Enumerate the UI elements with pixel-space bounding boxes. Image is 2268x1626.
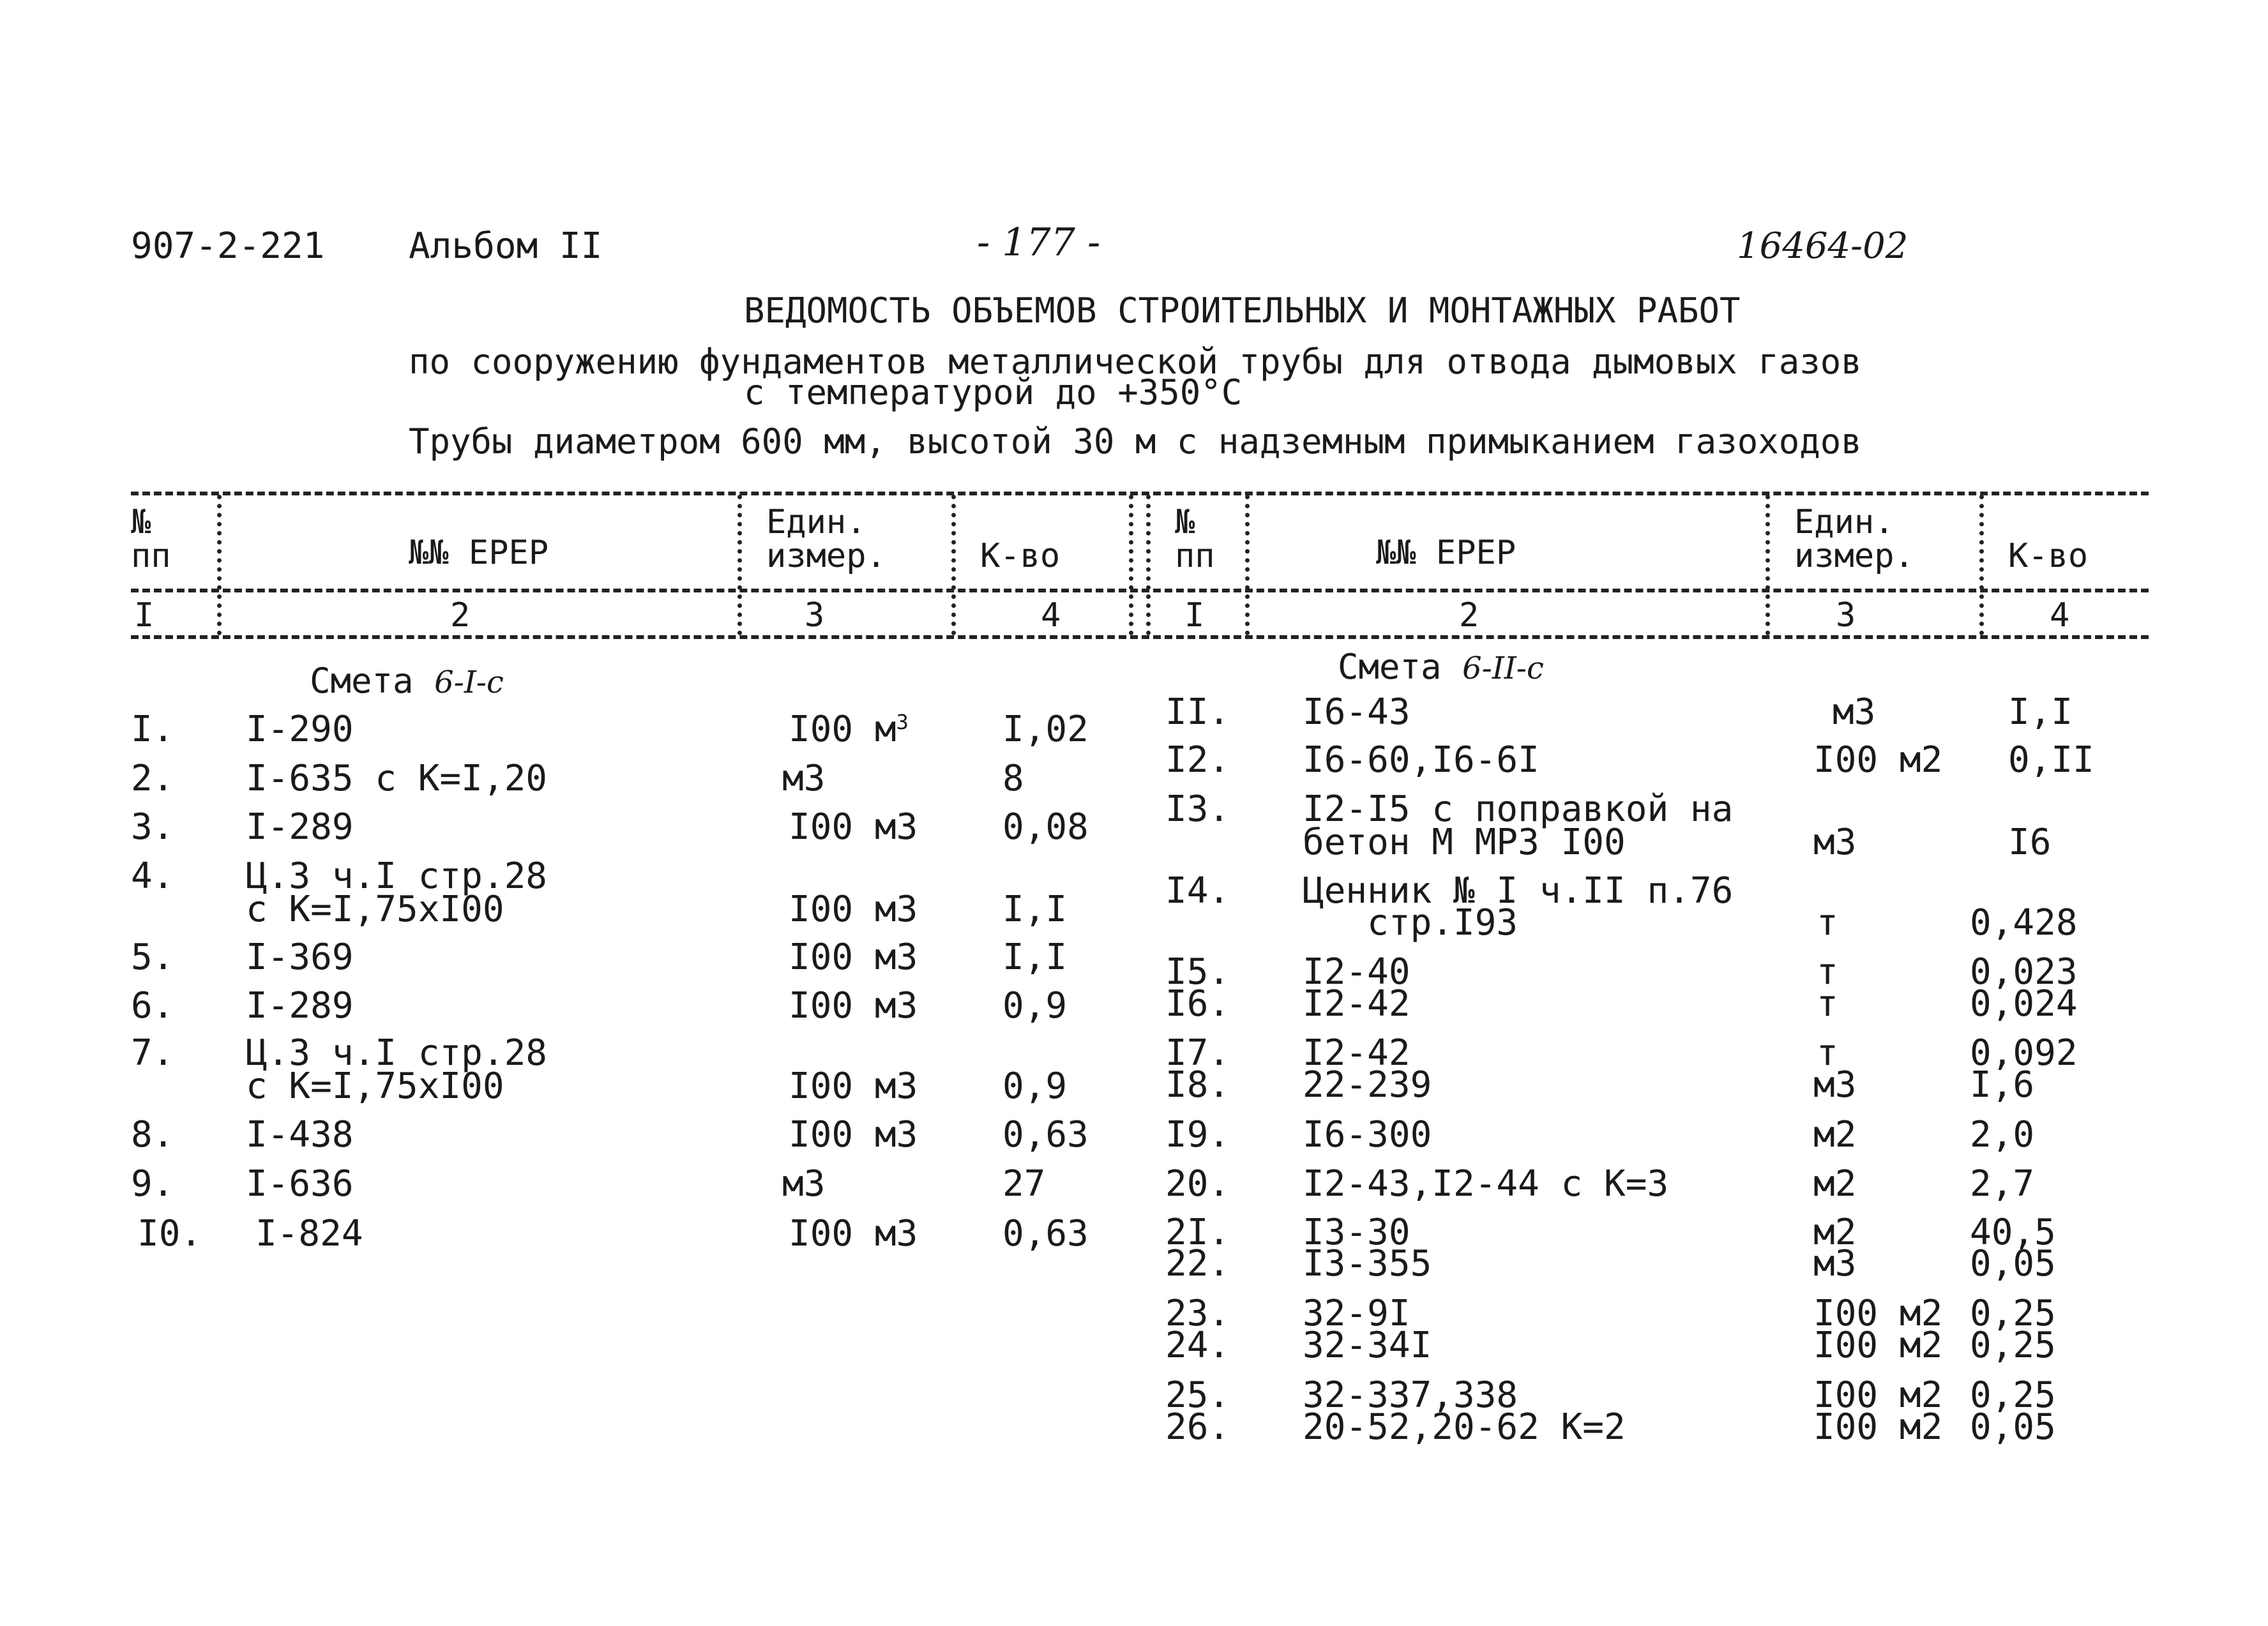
col-header-num-2: пп bbox=[131, 537, 171, 575]
rate-code: I2-40 bbox=[1303, 951, 1410, 993]
col-number: 4 bbox=[2050, 596, 2070, 635]
quantity: I6 bbox=[2008, 822, 2052, 863]
quantity: I,I bbox=[1002, 937, 1068, 978]
row-number: I4. bbox=[1165, 870, 1230, 912]
rate-code: I-635 с К=I,20 bbox=[246, 758, 548, 799]
col-header-num-2: пп bbox=[1175, 537, 1215, 575]
rate-code: I6-60,I6-6I bbox=[1303, 739, 1539, 781]
document-subtitle-line2: с температурой до +350°С bbox=[744, 372, 1243, 412]
quantity: 27 bbox=[1002, 1163, 1046, 1205]
album-label: Альбом II bbox=[409, 225, 603, 267]
document-title: ВЕДОМОСТЬ ОБЪЕМОВ СТРОИТЕЛЬНЫХ И МОНТАЖНЫХ РАБОТ bbox=[744, 290, 1741, 331]
rate-code: I3-355 bbox=[1303, 1243, 1432, 1284]
row-number: 4. bbox=[131, 855, 174, 897]
row-number: I0. bbox=[137, 1213, 202, 1254]
row-number: 3. bbox=[131, 806, 174, 848]
col-number: I bbox=[134, 596, 155, 635]
row-number: 2. bbox=[131, 758, 174, 799]
rate-code-continuation: бетон М МРЗ I00 bbox=[1303, 822, 1626, 863]
row-number: I5. bbox=[1165, 951, 1230, 993]
rate-code: Ценник № I ч.II п.76 bbox=[1303, 870, 1734, 912]
unit: I00 м3 bbox=[789, 985, 918, 1027]
row-number: I2. bbox=[1165, 739, 1230, 781]
row-number: 25. bbox=[1165, 1374, 1230, 1416]
row-number: 6. bbox=[131, 985, 174, 1027]
col-number: 2 bbox=[1459, 596, 1479, 635]
unit: I00 м3 bbox=[789, 1213, 918, 1254]
quantity: 0,25 bbox=[1970, 1374, 2056, 1416]
unit: м2 bbox=[1813, 1212, 1857, 1253]
unit: I00 м2 bbox=[1813, 1406, 1943, 1448]
smeta-label: Смета 6-II-с bbox=[1338, 647, 1544, 687]
quantity: I,02 bbox=[1002, 709, 1089, 750]
quantity: I,I bbox=[2008, 691, 2073, 733]
quantity: 0,9 bbox=[1002, 985, 1068, 1027]
unit: м2 bbox=[1813, 1163, 1857, 1205]
col-sep bbox=[1245, 495, 1250, 635]
doc-code: 907-2-221 bbox=[131, 225, 325, 267]
smeta-label: Смета 6-I-с bbox=[310, 661, 504, 701]
quantity: 0,092 bbox=[1970, 1032, 2078, 1074]
unit: м3 bbox=[1813, 822, 1857, 863]
row-number: I8. bbox=[1165, 1064, 1230, 1106]
col-header-unit-2: измер. bbox=[1794, 537, 1914, 575]
rate-code: I2-43,I2-44 с К=3 bbox=[1303, 1163, 1669, 1205]
unit: м3 bbox=[1813, 1064, 1857, 1106]
row-number: 23. bbox=[1165, 1293, 1230, 1334]
rate-code: I3-30 bbox=[1303, 1212, 1410, 1253]
row-number: II. bbox=[1165, 691, 1230, 733]
unit: т bbox=[1817, 902, 1838, 944]
col-number: 3 bbox=[1836, 596, 1856, 635]
quantity: 2,7 bbox=[1970, 1163, 2035, 1205]
col-sep bbox=[1129, 495, 1133, 635]
rate-code: I-289 bbox=[246, 985, 354, 1027]
col-sep bbox=[1146, 495, 1151, 635]
rate-code: 32-337,338 bbox=[1303, 1374, 1518, 1416]
quantity: 40,5 bbox=[1970, 1212, 2056, 1253]
quantity: 0,05 bbox=[1970, 1406, 2056, 1448]
header-bottom-rule bbox=[131, 635, 2149, 639]
row-number: I3. bbox=[1165, 788, 1230, 830]
row-number: 5. bbox=[131, 937, 174, 978]
col-header-qty: К-во bbox=[980, 537, 1061, 575]
document-subtitle-line3: Трубы диаметром 600 мм, высотой 30 м с надземным примыканием газоходов bbox=[409, 421, 1862, 462]
quantity: 0,024 bbox=[1970, 983, 2078, 1025]
rate-code: Ц.3 ч.I стр.28 bbox=[246, 1032, 548, 1074]
unit: м3 bbox=[1833, 691, 1876, 733]
col-number: I bbox=[1184, 596, 1205, 635]
col-number: 4 bbox=[1041, 596, 1061, 635]
rate-code: I-290 bbox=[246, 709, 354, 750]
unit: I00 м3 bbox=[789, 1114, 918, 1156]
rate-code-continuation: с К=I,75хI00 bbox=[246, 1065, 504, 1107]
quantity: 0,9 bbox=[1002, 1065, 1068, 1107]
col-sep bbox=[1765, 495, 1770, 635]
col-header-code: №№ ЕРЕР bbox=[1376, 534, 1516, 572]
row-number: 7. bbox=[131, 1032, 174, 1074]
unit: I00 м3 bbox=[789, 806, 918, 848]
header-mid-rule bbox=[131, 589, 2149, 592]
rate-code-continuation: стр.I93 bbox=[1303, 902, 1518, 944]
col-header-code: №№ ЕРЕР bbox=[409, 534, 549, 572]
rate-code: 20-52,20-62 К=2 bbox=[1303, 1406, 1626, 1448]
row-number: 2I. bbox=[1165, 1212, 1230, 1253]
rate-code-continuation: с К=I,75хI00 bbox=[246, 889, 504, 930]
col-sep bbox=[951, 495, 956, 635]
unit: I00 м2 bbox=[1813, 739, 1943, 781]
unit: I00 м2 bbox=[1813, 1325, 1943, 1366]
row-number: I6. bbox=[1165, 983, 1230, 1025]
unit: I00 м3 bbox=[789, 1065, 918, 1107]
rate-code: I-289 bbox=[246, 806, 354, 848]
quantity: 0,428 bbox=[1970, 902, 2078, 944]
document-subtitle-line1: по сооружению фундаментов металлической трубы для отвода дымовых газов bbox=[409, 342, 1862, 382]
sheet-code: 16464-02 bbox=[1737, 225, 1909, 267]
col-sep bbox=[1979, 495, 1984, 635]
rate-code: I-636 bbox=[246, 1163, 354, 1205]
col-number: 3 bbox=[805, 596, 825, 635]
unit: м3 bbox=[1813, 1243, 1857, 1284]
quantity: 0,023 bbox=[1970, 951, 2078, 993]
col-header-qty: К-во bbox=[2008, 537, 2089, 575]
col-sep bbox=[737, 495, 742, 635]
unit: I00 м3 bbox=[789, 937, 918, 978]
rate-code: Ц.3 ч.I стр.28 bbox=[246, 855, 548, 897]
rate-code: I6-300 bbox=[1303, 1114, 1432, 1156]
col-header-num-1: № bbox=[1175, 503, 1195, 541]
col-sep bbox=[217, 495, 222, 635]
row-number: 26. bbox=[1165, 1406, 1230, 1448]
quantity: 0,05 bbox=[1970, 1243, 2056, 1284]
row-number: 8. bbox=[131, 1114, 174, 1156]
rate-code: I6-43 bbox=[1303, 691, 1410, 733]
rate-code: 22-239 bbox=[1303, 1064, 1432, 1106]
unit: I00 м2 bbox=[1813, 1374, 1943, 1416]
unit: I00 $м^3$ bbox=[789, 709, 909, 750]
row-number: 22. bbox=[1165, 1243, 1230, 1284]
unit: т bbox=[1817, 1032, 1838, 1074]
header-top-rule bbox=[131, 492, 2149, 495]
unit: м3 bbox=[782, 1163, 826, 1205]
quantity: 0,25 bbox=[1970, 1293, 2056, 1334]
quantity: 0,63 bbox=[1002, 1213, 1089, 1254]
row-number: I9. bbox=[1165, 1114, 1230, 1156]
row-number: I7. bbox=[1165, 1032, 1230, 1074]
col-header-num-1: № bbox=[131, 503, 151, 541]
row-number: 20. bbox=[1165, 1163, 1230, 1205]
quantity: I,I bbox=[1002, 889, 1068, 930]
rate-code: 32-9I bbox=[1303, 1293, 1410, 1334]
quantity: 0,08 bbox=[1002, 806, 1089, 848]
rate-code: I2-I5 с поправкой на bbox=[1303, 788, 1734, 830]
rate-code: I2-42 bbox=[1303, 983, 1410, 1025]
col-number: 2 bbox=[450, 596, 471, 635]
unit: т bbox=[1817, 951, 1838, 993]
unit: т bbox=[1817, 983, 1838, 1025]
quantity: 2,0 bbox=[1970, 1114, 2035, 1156]
col-header-unit-1: Един. bbox=[766, 503, 866, 541]
row-number: 24. bbox=[1165, 1325, 1230, 1366]
quantity: 0,63 bbox=[1002, 1114, 1089, 1156]
rate-code: I2-42 bbox=[1303, 1032, 1410, 1074]
col-header-unit-1: Един. bbox=[1794, 503, 1894, 541]
rate-code: I-369 bbox=[246, 937, 354, 978]
quantity: I,6 bbox=[1970, 1064, 2035, 1106]
unit: м2 bbox=[1813, 1114, 1857, 1156]
row-number: I. bbox=[131, 709, 174, 750]
row-number: 9. bbox=[131, 1163, 174, 1205]
rate-code: I-438 bbox=[246, 1114, 354, 1156]
rate-code: I-824 bbox=[255, 1213, 363, 1254]
quantity: 8 bbox=[1002, 758, 1024, 799]
unit: м3 bbox=[782, 758, 826, 799]
page-number: - 177 - bbox=[977, 220, 1101, 265]
quantity: 0,25 bbox=[1970, 1325, 2056, 1366]
quantity: 0,II bbox=[2008, 739, 2094, 781]
unit: I00 м2 bbox=[1813, 1293, 1943, 1334]
unit: I00 м3 bbox=[789, 889, 918, 930]
rate-code: 32-34I bbox=[1303, 1325, 1432, 1366]
col-header-unit-2: измер. bbox=[766, 537, 886, 575]
